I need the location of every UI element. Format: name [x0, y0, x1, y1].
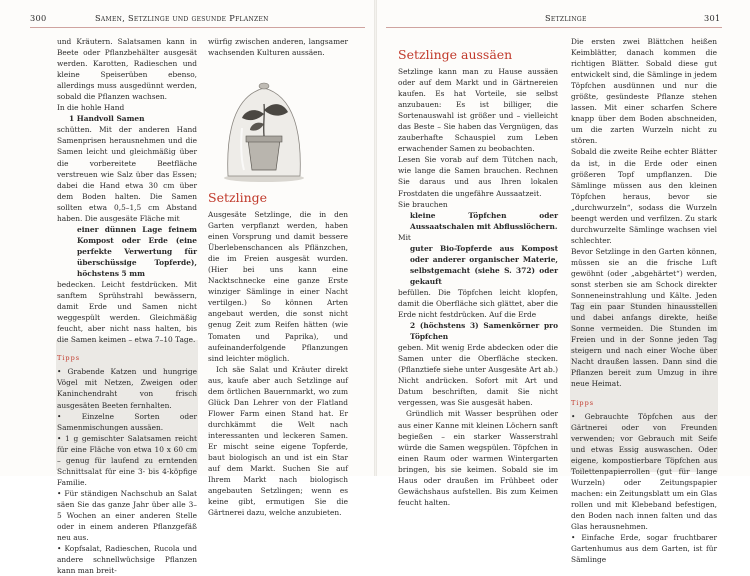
- paragraph: schütten. Mit der anderen Hand Samenprisen herausnehmen und die Samen leicht und gleichmäßig über die vorbereitete Beetfläche verstreuen wie Salz über das Essen; dabei die Hand etwa 30 cm über dem Boden halten. Die Samen sollten etwa 0,5–1,5 cm Abstand haben. Die ausgesäte Fläche mit: [57, 125, 197, 223]
- left-page-number: 300: [30, 13, 47, 23]
- left-header-rule: [30, 27, 365, 28]
- ingredient-line: einer dünnen Lage feinem Kompost oder Erde (eine perfekte Verwertung für überschüssige Topferde), höchstens 5 mm: [77, 224, 197, 278]
- left-running-head: Samen, Setzlinge und gesunde Pflanzen: [95, 13, 269, 23]
- tip-item: • 1 g gemischter Salatsamen reicht für eine Fläche von etwa 10 x 60 cm – genug für laufend zu erntenden Schnittsalat für eine 3- bis 4-köpfige Familie.: [57, 433, 197, 487]
- right-column-1: [398, 48, 558, 508]
- tip-item: • Einfache Erde, sogar fruchtbarer Gartenhumus aus dem Garten, ist für Sämlinge: [571, 533, 717, 565]
- tip-item: • Für ständigen Nachschub an Salat säen Sie das ganze Jahr über alle 3–5 Wochen an einer anderen Stelle oder in einem anderen Pflanzgefäß neu aus.: [57, 488, 197, 543]
- paragraph: Sie brauchen: [398, 199, 448, 209]
- paragraph: Gründlich mit Wasser besprühen oder aus einer Kanne mit kleinen Löchern sanft begießen – ein starker Wasserstrahl würde die Samen wegspülen. Töpfchen in einen Raum oder warmen Wintergarten bringen, bis sie keimen. Sobald sie im Haus oder draußen im Frühbeet oder Gewächshaus aufstellen. Bis zum Keimen feucht halten.: [398, 409, 558, 507]
- left-column-2: [208, 36, 348, 58]
- ingredient-line: 2 (höchstens 3) Samenkörner pro Töpfchen: [410, 321, 558, 342]
- paragraph: würfig zwischen anderen, langsamer wachsenden Kulturen aussäen.: [208, 37, 348, 58]
- book-gutter: [374, 0, 377, 476]
- paragraph: Setzlinge kann man zu Hause aussäen oder auf dem Markt und in Gärtnereien kaufen. Es hat Vorteile, sie selbst anzubauen: Es ist billiger, die Sortenauswahl ist größer und – vielleicht das Beste – Sie haben das Vergnügen, das zauberhafte Schauspiel zum Leben erwachender Samen zu beobachten.: [398, 67, 558, 154]
- paragraph: Ich säe Salat und Kräuter direkt aus, kaufe aber auch Setzlinge auf dem örtlichen Bauernmarkt, wo zum Glück Dan Lehrer von der Flatland Flower Farm einen Stand hat. Er durchkämmt die Welt nach interessanten und leckeren Samen. Er mischt seine eigene Topferde, baut biologisch an und ist ein Star auf dem Markt. Suchen Sie auf Ihrem Markt nach biologisch angebauten Setzlingen; wenn es keine gibt, ermutigen Sie die Gärtnerei dazu, welche anzubieten.: [208, 364, 348, 518]
- ingredient-line: 1 Handvoll Samen: [69, 114, 145, 124]
- left-column-1: [57, 36, 197, 576]
- tip-item: • Kopfsalat, Radieschen, Rucola und andere schnellwüchsige Pflanzen kann man breit-: [57, 544, 197, 576]
- right-running-head: Setzlinge: [545, 13, 587, 23]
- paragraph: befüllen. Die Töpfchen leicht klopfen, damit die Oberfläche sich glättet, aber die Erde nicht festdrücken. Auf die Erde: [398, 287, 558, 320]
- right-column-2: [571, 36, 717, 565]
- paragraph: bedecken. Leicht festdrücken. Mit sanftem Sprühstrahl bewässern, damit Erde und Samen nicht weggespült werden. Gleichmäßig feucht, aber nicht nass halten, bis die Samen keimen – etwa 7–10 Tage.: [57, 280, 197, 345]
- tips-label: Tipps: [571, 398, 595, 407]
- section-heading: Setzlinge aussäen: [398, 47, 513, 62]
- paragraph: und Kräutern. Salatsamen kann in Beete oder Pflanzbehälter ausgesät werden. Karotten, Radieschen und kleine Speiserüben ebenso, allerdings muss ausgedünnt werden, sobald die Pflanzen wachsen.: [57, 37, 197, 102]
- tips-label: Tipps: [57, 354, 81, 363]
- tip-item: • Einzelne Sorten oder Samenmischungen aussäen.: [57, 411, 197, 432]
- paragraph: Mit: [398, 232, 411, 242]
- right-header-rule: [386, 27, 722, 28]
- cloche-plant-illustration: [218, 78, 310, 184]
- left-column-2-section: [208, 191, 348, 518]
- paragraph: Bevor Setzlinge in den Garten können, müssen sie an die frische Luft gewöhnt (oder „abgehärtet“) werden, sonst sterben sie am Schock direkter Sonneneinstrahlung und Kälte. Jeden Tag ein paar Stunden hinausstellen und dabei anfangs direkte, heiße Sonne vermeiden. Die Stunden im Freien und in der Sonne jeden Tag steigern und nach einer Woche über Nacht draußen lassen. Dann sind die Pflanzen bereit zum Umzug in ihre neue Heimat.: [571, 246, 717, 389]
- paragraph: In die hohle Hand: [57, 103, 125, 113]
- paragraph: Die ersten zwei Blättchen heißen Keimblätter, danach kommen die richtigen Blätter. Sobald diese gut entwickelt sind, die Sämlinge in jedem Töpfchen ausdünnen und nur die größte, gesündeste Pflanze stehen lassen. Mit einer scharfen Schere knapp über dem Boden abschneiden, um die zarten Wurzeln nicht zu stören.: [571, 37, 717, 146]
- paragraph: Lesen Sie vorab auf dem Tütchen nach, wie lange die Samen brauchen. Rechnen Sie daraus und aus Ihren lokalen Frostdaten die ungefähre Aussaatzeit.: [398, 155, 558, 198]
- right-page-number: 301: [704, 13, 721, 23]
- section-heading: Setzlinge: [208, 190, 268, 205]
- ingredient-line: kleine Töpfchen oder Aussaatschalen mit Abflusslöchern.: [410, 210, 558, 231]
- paragraph: geben. Mit wenig Erde abdecken oder die Samen unter die Oberfläche stecken. (Pflanztiefe siehe unter Ausgesäte Art ab.) Nicht andrücken. Sofort mit Art und Datum beschriften, damit Sie nicht vergessen, was Sie ausgesät haben.: [398, 343, 558, 408]
- ingredient-line: guter Bio-Topferde aus Kompost oder anderer organischer Materie, selbstgemacht (siehe S. 372) oder gekauft: [410, 243, 558, 286]
- tip-item: • Gebrauchte Töpfchen aus der Gärtnerei oder von Freunden verwenden; vor Gebrauch mit Seife und etwas Essig auswaschen. Oder eigene, kompostierbare Töpfchen aus Toilettenpapierrollen (gut für lange Wurzeln) oder Zeitungspapier machen: ein Zeitungsblatt um ein Glas rollen und mit Klebeband befestigen, den Boden nach innen falten und das Glas herausnehmen.: [571, 411, 717, 532]
- tip-item: • Grabende Katzen und hungrige Vögel mit Netzen, Zweigen oder Kaninchendraht von frisch ausgesäten Beeten fernhalten.: [57, 367, 197, 410]
- paragraph: Sobald die zweite Reihe echter Blätter da ist, in die Erde oder einen größeren Topf umpflanzen. Die Sämlinge müssen aus den kleinen Töpfchen heraus, bevor sie „durchwurzeln“, sodass die Wurzeln beengt werden und verfilzen. Zu stark durchwurzelte Sämlinge wachsen viel schlechter.: [571, 147, 717, 245]
- paragraph: Ausgesäte Setzlinge, die in den Garten verpflanzt werden, haben einen Vorsprung und damit bessere Überlebenschancen als Pflänzchen, die im Freien ausgesät wurden. (Hier bei uns kann eine Nacktschnecke eine ganze Erste winziger Sämlinge in einer Nacht vertilgen.) So können Arten angebaut werden, die sonst nicht genug Zeit zum Reifen hätten (wie Tomaten und Paprika), und aufeinanderfolgende Pflanzungen sind leichter möglich.: [208, 210, 348, 363]
